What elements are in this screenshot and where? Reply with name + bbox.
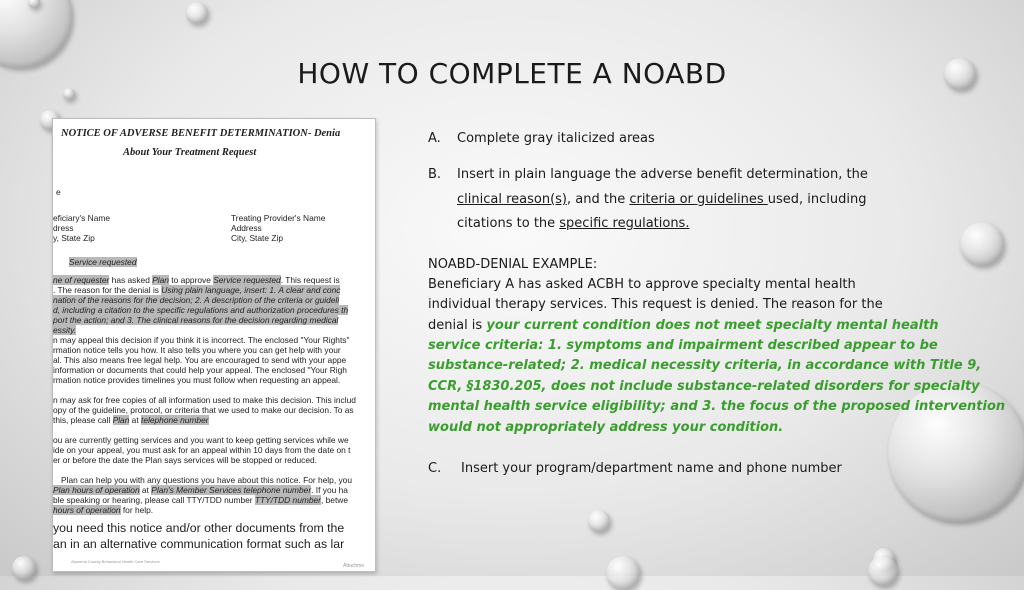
document-address-left-1: eficiary's Name — [53, 213, 110, 223]
step-c-letter: C. — [428, 461, 442, 476]
example-line-4: service criteria: 1. symptoms and impairment described appear to be — [428, 338, 938, 353]
document-paragraph-2: n may appeal this decision if you think it is incorrect. The enclosed "Your Rights" — [53, 335, 350, 345]
example-heading: NOABD-DENIAL EXAMPLE: — [428, 257, 598, 272]
step-b-letter: B. — [428, 167, 442, 182]
document-footer-right: Attachme — [343, 563, 365, 569]
example-line-7: mental health service eligibility; and 3. the focus of the proposed intervention — [428, 399, 1006, 414]
document-paragraph-1: ne of requester has asked Plan to approve Service requested. This request is — [53, 275, 340, 285]
example-line-1: Beneficiary A has asked ACBH to approve specialty mental health — [428, 277, 856, 292]
document-large-text-1: you need this notice and/or other documents from the — [53, 521, 345, 535]
water-droplet-decoration — [960, 222, 1004, 266]
criteria-guidelines-link: criteria or guidelines — [629, 192, 768, 207]
water-droplet-decoration — [606, 556, 640, 590]
document-paragraph-5: Plan can help you with any questions you have about this notice. For help, you — [61, 475, 352, 485]
step-a-letter: A. — [428, 131, 441, 146]
slide-title: HOW TO COMPLETE A NOABD — [297, 57, 727, 90]
water-droplet-decoration — [588, 510, 610, 532]
step-b-line-2: clinical reason(s), and the criteria or guidelines used, including — [457, 192, 867, 207]
document-service-requested-field: Service requested — [69, 257, 137, 267]
example-line-8: would not appropriately address your condition. — [428, 420, 784, 435]
water-droplet-decoration — [186, 2, 208, 24]
step-b-line-1: Insert in plain language the adverse benefit determination, the — [457, 167, 868, 182]
step-c-text: Insert your program/department name and phone number — [461, 461, 842, 476]
step-b-line-3: citations to the specific regulations. — [457, 216, 690, 231]
noabd-document-preview: NOTICE OF ADVERSE BENEFIT DETERMINATION- Denia About Your Treatment Request e eficiary's Name dress y, State Zip Treating Provider's Name Address City, State Zip Service requested ne of requester has asked Plan to approve Service requested. This request is . The reason for the denial is Using plain language, insert: 1. A clear and conc nation of the reasons for the decision; 2. A description of the criteria or guideli d, including a citation to the specific regulations and authorization procedures th port the action; and 3. The clinical reasons for the decision regarding medical essity. n may appeal this decision if you think it is incorrect. The enclosed "Your Rights" rmation notice tells you how. It also tells you where you can get help with your al. This also means free legal help. You are encouraged to send with your appe information or documents that could help your appeal. The enclosed "Your Righ rmation notice provides timelines you must follow when requesting an appeal. n may ask for free copies of all information used to make this decision. This includ opy of the guideline, protocol, or criteria that we used to make our decision. To as this, please call Plan at telephone number ou are currently getting services and you want to keep getting services while we ide on your appeal, you must ask for an appeal within 10 days from the date on t er or before the date the Plan says services will be stopped or reduced. Plan can help you with any questions you have about this notice. For help, you Plan hours of operation at Plan's Member Services telephone number. If you ha ble speaking or hearing, please call TTY/TDD number TTY/TDD number, betwe hours of operation for help. you need this notice and/or other documents from the an in an alternative communication format such as lar Alameda County Behavioral Health Care Services Attachme — [52, 118, 376, 572]
document-address-left-3: y, State Zip — [53, 233, 95, 243]
example-line-5: substance-related; 2. medical necessity criteria, in accordance with Title 9, — [428, 358, 982, 373]
document-subtitle: About Your Treatment Request — [123, 147, 257, 158]
step-a-text: Complete gray italicized areas — [457, 131, 655, 146]
clinical-reason-link: clinical reason(s) — [457, 192, 567, 207]
denial-reason-highlight: your current condition does not meet specialty mental health — [486, 318, 939, 333]
water-droplet-decoration — [12, 556, 36, 580]
example-line-6: CCR, §1830.205, does not include substance-related disorders for specialty — [428, 379, 980, 394]
document-address-right-3: City, State Zip — [231, 233, 283, 243]
document-paragraph-3: n may ask for free copies of all information used to make this decision. This includ — [53, 395, 356, 405]
document-title: NOTICE OF ADVERSE BENEFIT DETERMINATION- Denia — [61, 128, 341, 139]
example-line-2: individual therapy services. This request is denied. The reason for the — [428, 297, 883, 312]
document-footer-left: Alameda County Behavioral Health Care Services — [71, 559, 160, 564]
document-paragraph-4: ou are currently getting services and you want to keep getting services while we — [53, 435, 349, 445]
document-address-right-1: Treating Provider's Name — [231, 213, 326, 223]
document-address-left-2: dress — [53, 223, 74, 233]
water-droplet-decoration — [868, 556, 898, 586]
document-address-right-2: Address — [231, 223, 262, 233]
specific-regulations-link: specific regulations. — [559, 216, 690, 231]
document-large-text-2: an in an alternative communication format such as lar — [53, 537, 345, 551]
example-line-3: denial is your current condition does not meet specialty mental health — [428, 318, 939, 333]
document-date-fragment: e — [56, 187, 61, 197]
